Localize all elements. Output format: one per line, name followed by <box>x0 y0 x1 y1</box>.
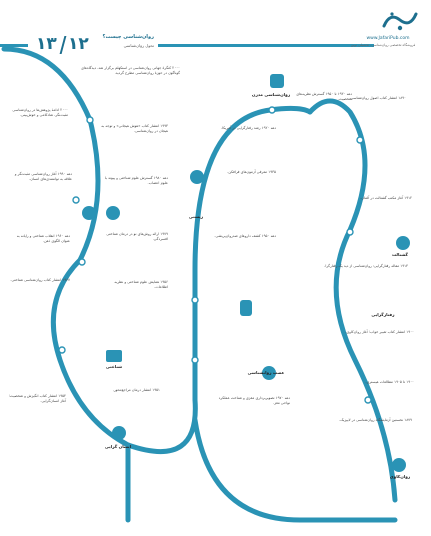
traffic-light-icon <box>240 300 252 316</box>
text-1979: ۱۹۷۹ ارائه روش‌های نو در درمان شناختی افسردگی. <box>106 232 168 242</box>
section-subtitle: تحول روان‌شناسی <box>123 43 154 48</box>
compass-icon <box>112 426 126 440</box>
text-1967: ۱۹۶۷ انتشار کتاب روان‌شناسی شناختی. <box>10 278 70 282</box>
text-1951: ۱۹۵۱ انتشار درمان مراجع‌محور. <box>112 388 160 392</box>
label-modern: روان‌شناسی مدرن <box>251 92 291 97</box>
site-url: www.JafariPub.com <box>366 36 410 41</box>
label-gestalt: گشتالت <box>392 252 408 257</box>
text-1960: دهه ۱۹۶۰ انقلاب شناختی و رایانه به عنوان الگوی ذهن. <box>16 234 70 244</box>
label-behaviorism: رفتارگرایی <box>371 312 395 317</box>
text-1900: ۱۹۰۰ انتشار کتاب تعبیر خواب؛ آغاز روان‌کاوی. <box>345 330 414 334</box>
dna-icon <box>82 206 96 220</box>
building-icon <box>270 74 284 88</box>
gear-icon <box>190 170 204 184</box>
monitor-icon <box>106 350 122 362</box>
section-title: روان‌شناسی چیست؟ <box>102 34 154 40</box>
text-1935: ۱۹۳۵ معرفی آزمون‌های فرافکن. <box>227 170 276 174</box>
label-humanism: انسان گرایی <box>104 444 132 449</box>
page-number-left: ۱۳ <box>36 34 57 54</box>
publisher-line: فروشگاه تخصصی روان‌شناسی، تحصیلی نوین <box>350 43 416 47</box>
text-1879: ۱۸۷۹ نخستین آزمایشگاه روان‌شناسی در لایپزیک. <box>339 418 412 422</box>
text-1930: دهه ۱۹۳۰ تا ۱۹۵۰ گسترش نظریه‌های شخصیت. <box>296 92 352 102</box>
ear-icon <box>396 236 410 250</box>
label-psychoanalysis: روان‌کاوی <box>389 474 411 479</box>
text-1990: دهه ۱۹۹۰ آغاز روان‌شناسی مثبت‌نگر و علاقه به توانمندی‌های انسان. <box>14 172 72 182</box>
label-neuro: عصب روانشناسی <box>247 370 285 375</box>
text-1954: ۱۹۵۴ انتشار کتاب انگیزش و شخصیت؛ آغاز انسان‌گرایی. <box>8 394 66 404</box>
text-1912: ۱۹۱۲ آغاز مکتب گشتالت در آلمان. <box>360 196 412 200</box>
text-2000b: ۲۰۰۰ ادامهٔ پژوهش‌ها در روان‌شناسی مثبت‌نگر، شادکامی و خوش‌بینی. <box>12 108 68 118</box>
label-biological: زیستی <box>188 214 204 219</box>
text-1890: ۱۸۹۰ انتشار کتاب اصول روان‌شناسی. <box>349 96 406 100</box>
text-1895: ۱۹۰۰ تا ۱۹۰۵ مطالعات هیستری. <box>365 380 414 384</box>
page-number-right: ۱۲ <box>68 34 89 54</box>
text-1980: دهه ۱۹۸۰ گسترش علوم شناختی و پیوند با علوم اعصاب. <box>104 176 168 186</box>
brain-icon <box>106 206 120 220</box>
label-cognitive: شناختی <box>105 364 123 369</box>
text-1993: ۱۹۹۳ انتشار کتاب «هوش هیجانی» و توجه به هیجان در روان‌شناسی. <box>101 124 168 134</box>
text-bio: دهه ۱۹۵۰ کشف داروهای ضدروان‌پریشی. <box>214 234 276 238</box>
text-2000: ۲۰۰۰ کنگرهٔ جهانی روان‌شناسی در استکهلم برگزار شد. دیدگاه‌های گوناگون در حوزهٔ روان‌شناسی مطرح گردید. <box>81 66 180 76</box>
text-neuro: دهه ۱۹۷۰ تصویربرداری مغزی و شناخت عملکرد نواحی مغز. <box>218 396 290 406</box>
head-icon <box>392 458 406 472</box>
text-1920: دهه ۱۹۲۰ رشد رفتارگرایی در آمریکا. <box>220 126 276 130</box>
text-1913: ۱۹۱۳ مقاله رفتارگرایی: روان‌شناسی از دید یک رفتارگرا. <box>324 264 408 268</box>
text-1956: ۱۹۵۶ همایش علوم شناختی و نظریه اطلاعات. <box>114 280 168 290</box>
